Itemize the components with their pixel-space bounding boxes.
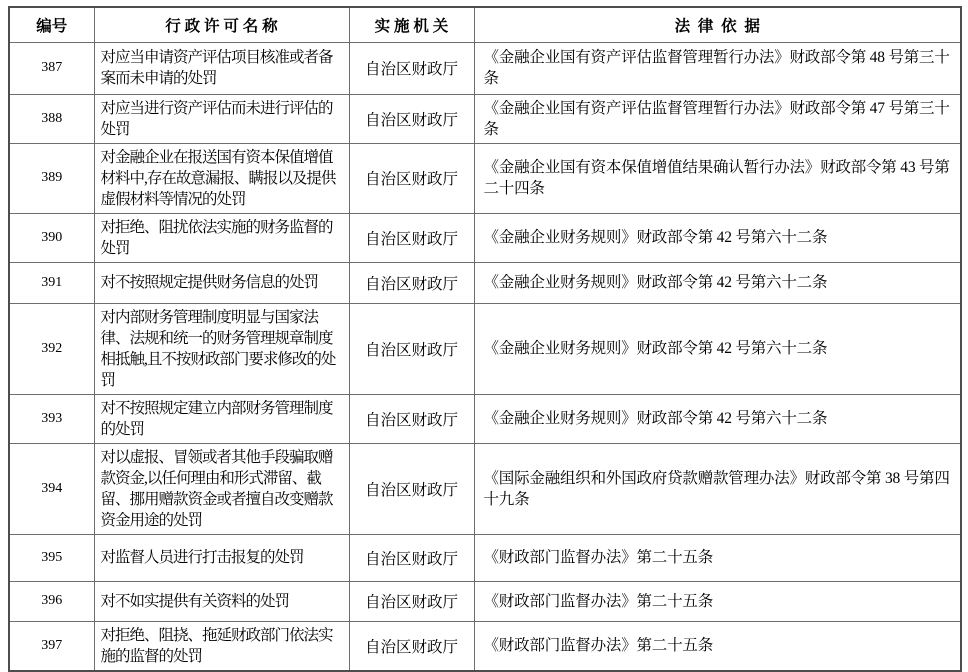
row-number-cell: 396 [9,581,94,621]
row-number-cell: 391 [9,262,94,303]
table-row [9,534,961,581]
row-number-cell: 392 [9,303,94,394]
legal-basis-cell: 《金融企业财务规则》财政部令第 42 号第六十二条 [474,303,961,394]
row-number-cell: 390 [9,213,94,262]
header-row [9,7,961,42]
agency-cell: 自治区财政厅 [349,42,474,94]
table-row [9,394,961,443]
legal-basis-cell: 《金融企业财务规则》财政部令第 42 号第六十二条 [474,394,961,443]
license-name-cell: 对金融企业在报送国有资本保值增值材料中,存在故意漏报、瞒报以及提供虚假材料等情况的处罚 [94,143,349,213]
agency-cell: 自治区财政厅 [349,213,474,262]
table-body [9,42,961,671]
agency-cell: 自治区财政厅 [349,534,474,581]
row-number-cell: 394 [9,443,94,534]
row-number-cell: 397 [9,621,94,671]
row-number-cell: 388 [9,94,94,143]
agency-cell: 自治区财政厅 [349,262,474,303]
license-name-cell: 对不按照规定建立内部财务管理制度的处罚 [94,394,349,443]
legal-basis-cell: 《财政部门监督办法》第二十五条 [474,621,961,671]
row-number-cell: 389 [9,143,94,213]
row-number-cell: 393 [9,394,94,443]
table-row [9,42,961,94]
legal-basis-cell: 《国际金融组织和外国政府贷款赠款管理办法》财政部令第 38 号第四十九条 [474,443,961,534]
legal-basis-cell: 《财政部门监督办法》第二十五条 [474,581,961,621]
legal-basis-cell: 《金融企业国有资产评估监督管理暂行办法》财政部令第 47 号第三十条 [474,94,961,143]
header-agency: 实 施 机 关 [349,7,474,42]
license-name-cell: 对以虚报、冒领或者其他手段骗取赠款资金,以任何理由和形式滞留、截留、挪用赠款资金或者擅自改变赠款资金用途的处罚 [94,443,349,534]
row-number-cell: 387 [9,42,94,94]
agency-cell: 自治区财政厅 [349,581,474,621]
license-name-cell: 对监督人员进行打击报复的处罚 [94,534,349,581]
header-license-name: 行 政 许 可 名 称 [94,7,349,42]
table-row [9,94,961,143]
table-row [9,143,961,213]
administrative-permits-table [8,6,962,672]
license-name-cell: 对应当申请资产评估项目核准或者备案而未申请的处罚 [94,42,349,94]
agency-cell: 自治区财政厅 [349,394,474,443]
legal-basis-cell: 《金融企业国有资本保值增值结果确认暂行办法》财政部令第 43 号第二十四条 [474,143,961,213]
agency-cell: 自治区财政厅 [349,94,474,143]
license-name-cell: 对拒绝、阻扰依法实施的财务监督的处罚 [94,213,349,262]
row-number-cell: 395 [9,534,94,581]
agency-cell: 自治区财政厅 [349,143,474,213]
agency-cell: 自治区财政厅 [349,303,474,394]
table-row [9,213,961,262]
agency-cell: 自治区财政厅 [349,443,474,534]
table-row [9,443,961,534]
table-header [9,7,961,42]
table-row [9,262,961,303]
license-name-cell: 对不按照规定提供财务信息的处罚 [94,262,349,303]
table-row [9,581,961,621]
license-name-cell: 对不如实提供有关资料的处罚 [94,581,349,621]
legal-basis-cell: 《金融企业国有资产评估监督管理暂行办法》财政部令第 48 号第三十条 [474,42,961,94]
table-row [9,303,961,394]
agency-cell: 自治区财政厅 [349,621,474,671]
license-name-cell: 对内部财务管理制度明显与国家法律、法规和统一的财务管理规章制度相抵触,且不按财政部门要求修改的处罚 [94,303,349,394]
license-name-cell: 对拒绝、阻挠、拖延财政部门依法实施的监督的处罚 [94,621,349,671]
license-name-cell: 对应当进行资产评估而未进行评估的处罚 [94,94,349,143]
header-id: 编号 [9,7,94,42]
legal-basis-cell: 《金融企业财务规则》财政部令第 42 号第六十二条 [474,262,961,303]
table-row [9,621,961,671]
legal-basis-cell: 《金融企业财务规则》财政部令第 42 号第六十二条 [474,213,961,262]
header-legal-basis: 法 律 依 据 [474,7,961,42]
legal-basis-cell: 《财政部门监督办法》第二十五条 [474,534,961,581]
